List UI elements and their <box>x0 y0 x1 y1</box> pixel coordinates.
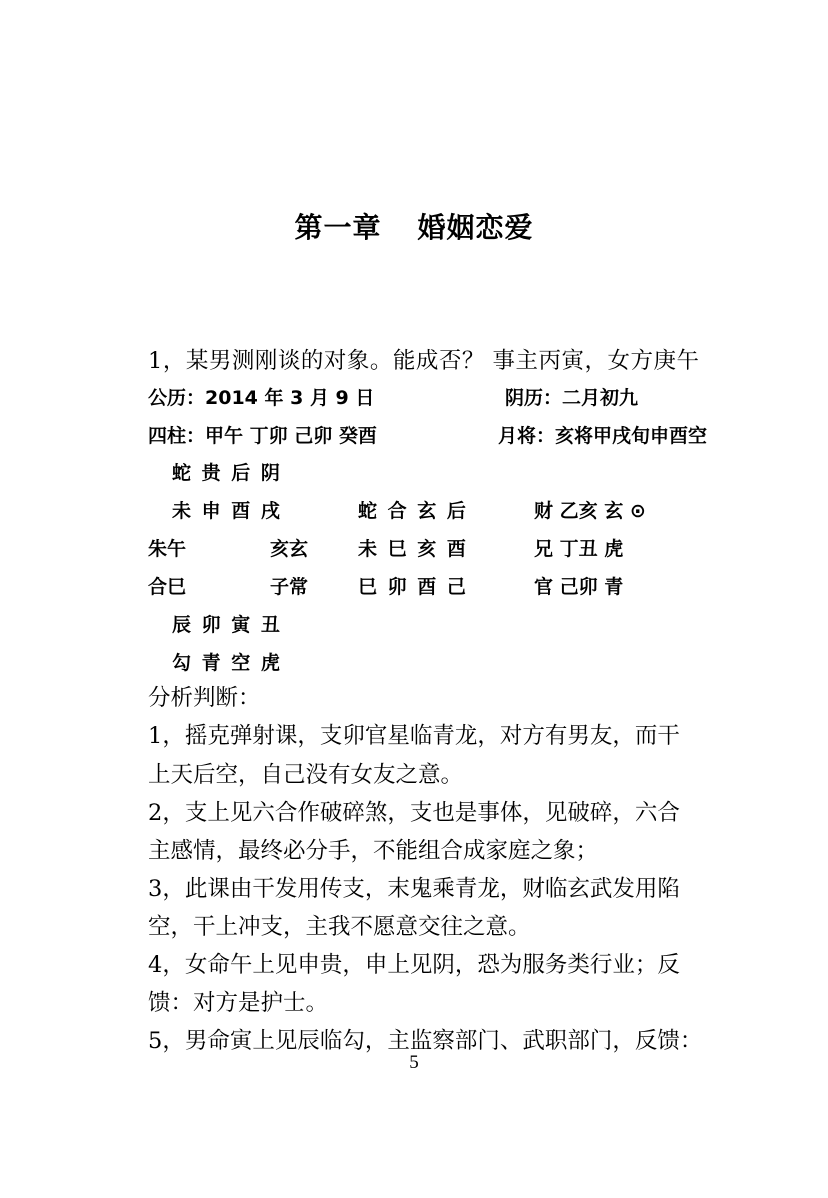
chart-left-1: 朱午 <box>148 538 187 560</box>
chart-right-2: 子常 <box>270 576 309 598</box>
chapter-title <box>0 206 828 246</box>
analysis-line: 上天后空，自己没有女友之意。 <box>148 762 464 788</box>
chapter-name: 婚姻恋爱 <box>417 211 534 244</box>
analysis-line: 空，干上冲支，主我不愿意交往之意。 <box>148 914 531 940</box>
gregorian-date: 公历：2014 年 3 月 9 日 <box>148 387 375 409</box>
chart-right-1: 亥玄 <box>270 538 309 560</box>
chart-left-2: 合巳 <box>148 576 187 598</box>
analysis-heading: 分析判断： <box>148 685 261 711</box>
ke-row-1: 蛇 合 玄 后 <box>358 500 468 522</box>
chapter-number: 第一章 <box>294 211 382 244</box>
month-general: 月将：亥将甲戌旬申酉空 <box>498 425 708 447</box>
chuan-row-2: 兄 丁丑 虎 <box>534 538 624 560</box>
analysis-line: 2，支上见六合作破碎煞，支也是事体，见破碎，六合 <box>148 800 680 826</box>
chart-top-gods: 蛇 贵 后 阴 <box>172 462 282 484</box>
case-heading: 1，某男测刚谈的对象。能成否？ 事主丙寅，女方庚午 <box>148 348 700 374</box>
ke-row-3: 巳 卯 酉 己 <box>358 576 468 598</box>
lunar-date: 阴历：二月初九 <box>505 387 639 409</box>
ke-row-2: 未 巳 亥 酉 <box>358 538 468 560</box>
analysis-line: 1，摇克弹射课，支卯官星临青龙，对方有男友，而干 <box>148 723 680 749</box>
analysis-line: 馈：对方是护士。 <box>148 990 329 1016</box>
chart-bottom-gods: 勾 青 空 虎 <box>172 652 282 674</box>
chuan-row-1: 财 乙亥 玄 ⊙ <box>534 500 646 522</box>
chart-top-branches: 未 申 酉 戌 <box>172 500 282 522</box>
four-pillars: 四柱：甲午 丁卯 己卯 癸酉 <box>148 425 377 447</box>
analysis-line: 主感情，最终必分手，不能组合成家庭之象； <box>148 838 599 864</box>
chuan-row-3: 官 己卯 青 <box>534 576 624 598</box>
chart-bottom-branches: 辰 卯 寅 丑 <box>172 614 282 636</box>
page-number: 5 <box>409 1052 419 1073</box>
analysis-line: 5，男命寅上见辰临勾，主监察部门、武职部门，反馈： <box>148 1028 703 1054</box>
analysis-line: 3，此课由干发用传支，末鬼乘青龙，财临玄武发用陷 <box>148 876 680 902</box>
analysis-line: 4，女命午上见申贵，申上见阴，恐为服务类行业；反 <box>148 952 680 978</box>
